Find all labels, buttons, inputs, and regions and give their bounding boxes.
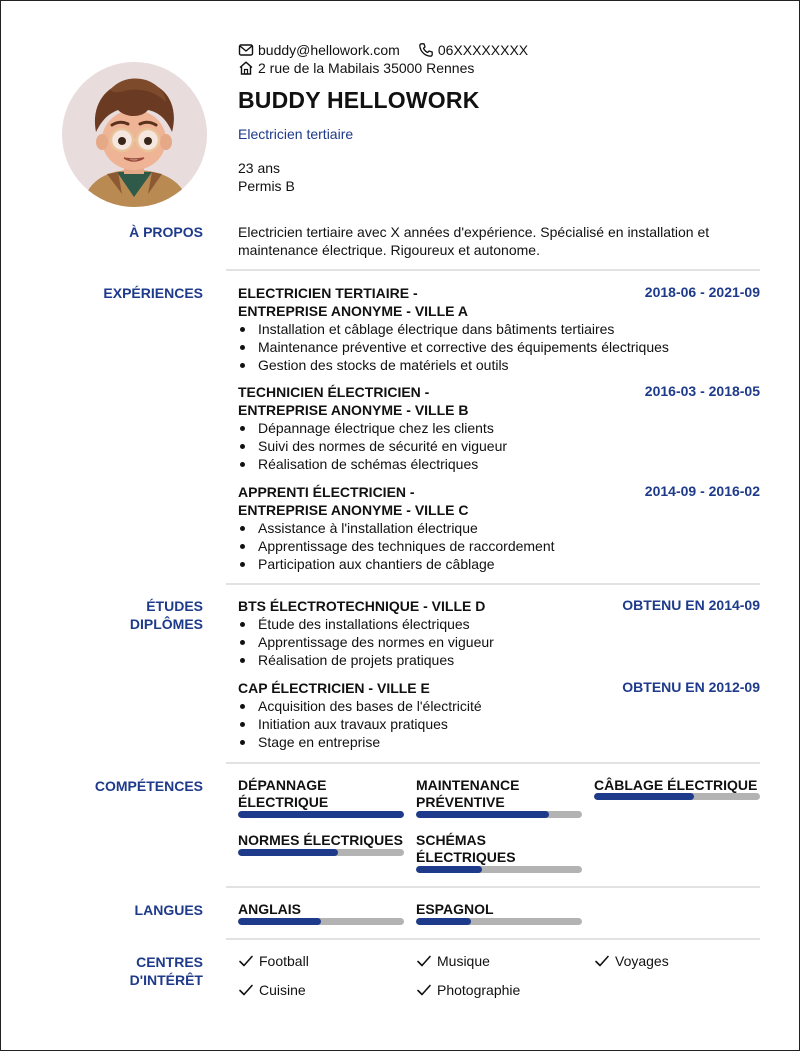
experience-dates: 2016-03 - 2018-05 xyxy=(644,383,760,399)
experience-bullets xyxy=(238,519,760,573)
check-icon xyxy=(594,953,610,969)
address-text: 2 rue de la Mabilais 35000 Rennes xyxy=(258,60,475,76)
experience-title-line1: APPRENTI ÉLECTRICIEN - xyxy=(238,484,415,500)
skill-item xyxy=(594,777,760,794)
skill-name: DÉPANNAGE ÉLECTRIQUE xyxy=(238,777,329,810)
education-entry-2 xyxy=(238,679,760,751)
experience-dates: 2014-09 - 2016-02 xyxy=(644,483,760,499)
interest-label: Photographie xyxy=(437,982,521,998)
interest-item xyxy=(238,982,306,998)
age-text: 23 ans xyxy=(238,160,281,176)
candidate-name: BUDDY HELLOWORK xyxy=(238,87,480,113)
skill-level-bar xyxy=(416,866,582,873)
interest-label: Football xyxy=(259,953,309,969)
home-icon xyxy=(238,60,254,76)
section-label-languages: LANGUES xyxy=(134,902,203,918)
list-item: Apprentissage des normes en vigueur xyxy=(238,633,760,651)
skill-level-fill xyxy=(416,866,482,873)
divider xyxy=(226,762,760,764)
skill-name: MAINTENANCE PRÉVENTIVE xyxy=(416,777,520,810)
email-item[interactable] xyxy=(238,42,400,58)
list-item: Participation aux chantiers de câblage xyxy=(238,555,760,573)
experience-title-line2: ENTREPRISE ANONYME - VILLE B xyxy=(238,402,469,418)
contact-line-1 xyxy=(238,42,542,58)
skill-name: SCHÉMAS ÉLECTRIQUES xyxy=(416,832,516,865)
list-item: Assistance à l'installation électrique xyxy=(238,519,760,537)
skill-level-bar xyxy=(238,849,404,856)
education-dates: OBTENU EN 2012-09 xyxy=(622,679,760,695)
divider xyxy=(226,269,760,271)
skill-level-fill xyxy=(594,793,694,800)
experience-bullets xyxy=(238,320,760,374)
section-label-interests-line2: D'INTÉRÊT xyxy=(129,972,203,988)
address-item xyxy=(238,60,474,76)
experience-entry-3 xyxy=(238,483,760,573)
mail-icon xyxy=(238,42,254,58)
section-label-experiences: EXPÉRIENCES xyxy=(103,285,203,301)
phone-icon xyxy=(418,42,434,58)
divider xyxy=(226,583,760,585)
language-level-bar xyxy=(416,918,582,925)
list-item: Étude des installations électriques xyxy=(238,615,760,633)
experience-title xyxy=(238,284,598,320)
phone-item[interactable] xyxy=(418,42,528,58)
skill-name: NORMES ÉLECTRIQUES xyxy=(238,832,403,848)
section-label-education xyxy=(130,597,203,633)
check-icon xyxy=(416,953,432,969)
language-level-bar xyxy=(238,918,404,925)
experience-entry-2 xyxy=(238,383,760,473)
list-item: Réalisation de projets pratiques xyxy=(238,651,760,669)
education-title: BTS ÉLECTROTECHNIQUE - VILLE D xyxy=(238,598,486,614)
check-icon xyxy=(238,982,254,998)
language-level-fill xyxy=(416,918,471,925)
interest-item xyxy=(238,953,309,969)
contact-line-2 xyxy=(238,60,488,76)
list-item: Suivi des normes de sécurité en vigueur xyxy=(238,437,760,455)
skill-item xyxy=(238,832,404,849)
education-entry-1 xyxy=(238,597,760,669)
list-item: Stage en entreprise xyxy=(238,733,760,751)
list-item: Apprentissage des techniques de raccordement xyxy=(238,537,760,555)
experience-dates: 2018-06 - 2021-09 xyxy=(644,284,760,300)
list-item: Gestion des stocks de matériels et outils xyxy=(238,356,760,374)
skill-level-fill xyxy=(238,811,404,818)
experience-title-line2: ENTREPRISE ANONYME - VILLE C xyxy=(238,502,469,518)
interest-item xyxy=(416,982,520,998)
section-label-interests xyxy=(130,953,203,989)
experience-bullets xyxy=(238,419,760,473)
section-label-education-line1: ÉTUDES xyxy=(146,598,203,614)
phone-text: 06XXXXXXXX xyxy=(437,42,529,58)
language-item xyxy=(416,901,582,918)
license-text: Permis B xyxy=(238,178,295,194)
interest-item xyxy=(416,953,490,969)
job-title: Electricien tertiaire xyxy=(238,126,354,142)
skill-level-fill xyxy=(416,811,549,818)
avatar xyxy=(62,62,207,207)
experience-entry-1 xyxy=(238,284,760,374)
interest-item xyxy=(594,953,669,969)
education-title: CAP ÉLECTRICIEN - VILLE E xyxy=(238,680,430,696)
interest-label: Cuisine xyxy=(259,982,306,998)
avatar-illustration xyxy=(62,62,207,207)
list-item: Installation et câblage électrique dans bâtiments tertiaires xyxy=(238,320,760,338)
skill-item xyxy=(416,777,582,811)
divider xyxy=(226,886,760,888)
skill-level-bar xyxy=(594,793,760,800)
experience-title xyxy=(238,383,598,419)
section-label-skills: COMPÉTENCES xyxy=(94,778,203,794)
experience-title-line1: TECHNICIEN ÉLECTRICIEN - xyxy=(238,384,430,400)
section-label-interests-line1: CENTRES xyxy=(136,954,203,970)
education-bullets xyxy=(238,615,760,669)
experience-title-line2: ENTREPRISE ANONYME - VILLE A xyxy=(238,303,468,319)
list-item: Initiation aux travaux pratiques xyxy=(238,715,760,733)
language-name: ANGLAIS xyxy=(238,901,301,917)
skill-level-bar xyxy=(238,811,404,818)
about-text: Electricien tertiaire avec X années d'expérience. Spécialisé en installation et maintenance électrique. Rigoureux et autonome. xyxy=(238,224,710,258)
section-label-education-line2: DIPLÔMES xyxy=(129,616,203,632)
skill-level-fill xyxy=(238,849,338,856)
list-item: Réalisation de schémas électriques xyxy=(238,455,760,473)
skill-item xyxy=(416,832,582,866)
skill-item xyxy=(238,777,404,811)
experience-title xyxy=(238,483,598,519)
email-text: buddy@hellowork.com xyxy=(258,42,400,58)
experience-title-line1: ELECTRICIEN TERTIAIRE - xyxy=(238,285,418,301)
list-item: Maintenance préventive et corrective des équipements électriques xyxy=(238,338,760,356)
divider xyxy=(226,938,760,940)
check-icon xyxy=(416,982,432,998)
language-name: ESPAGNOL xyxy=(416,901,494,917)
language-level-fill xyxy=(238,918,321,925)
skill-level-bar xyxy=(416,811,582,818)
check-icon xyxy=(238,953,254,969)
list-item: Dépannage électrique chez les clients xyxy=(238,419,760,437)
language-item xyxy=(238,901,404,918)
skill-name: CÂBLAGE ÉLECTRIQUE xyxy=(594,777,758,793)
education-dates: OBTENU EN 2014-09 xyxy=(622,597,760,613)
interest-label: Voyages xyxy=(615,953,669,969)
interest-label: Musique xyxy=(437,953,490,969)
education-bullets xyxy=(238,697,760,751)
section-label-about: À PROPOS xyxy=(129,224,203,240)
list-item: Acquisition des bases de l'électricité xyxy=(238,697,760,715)
